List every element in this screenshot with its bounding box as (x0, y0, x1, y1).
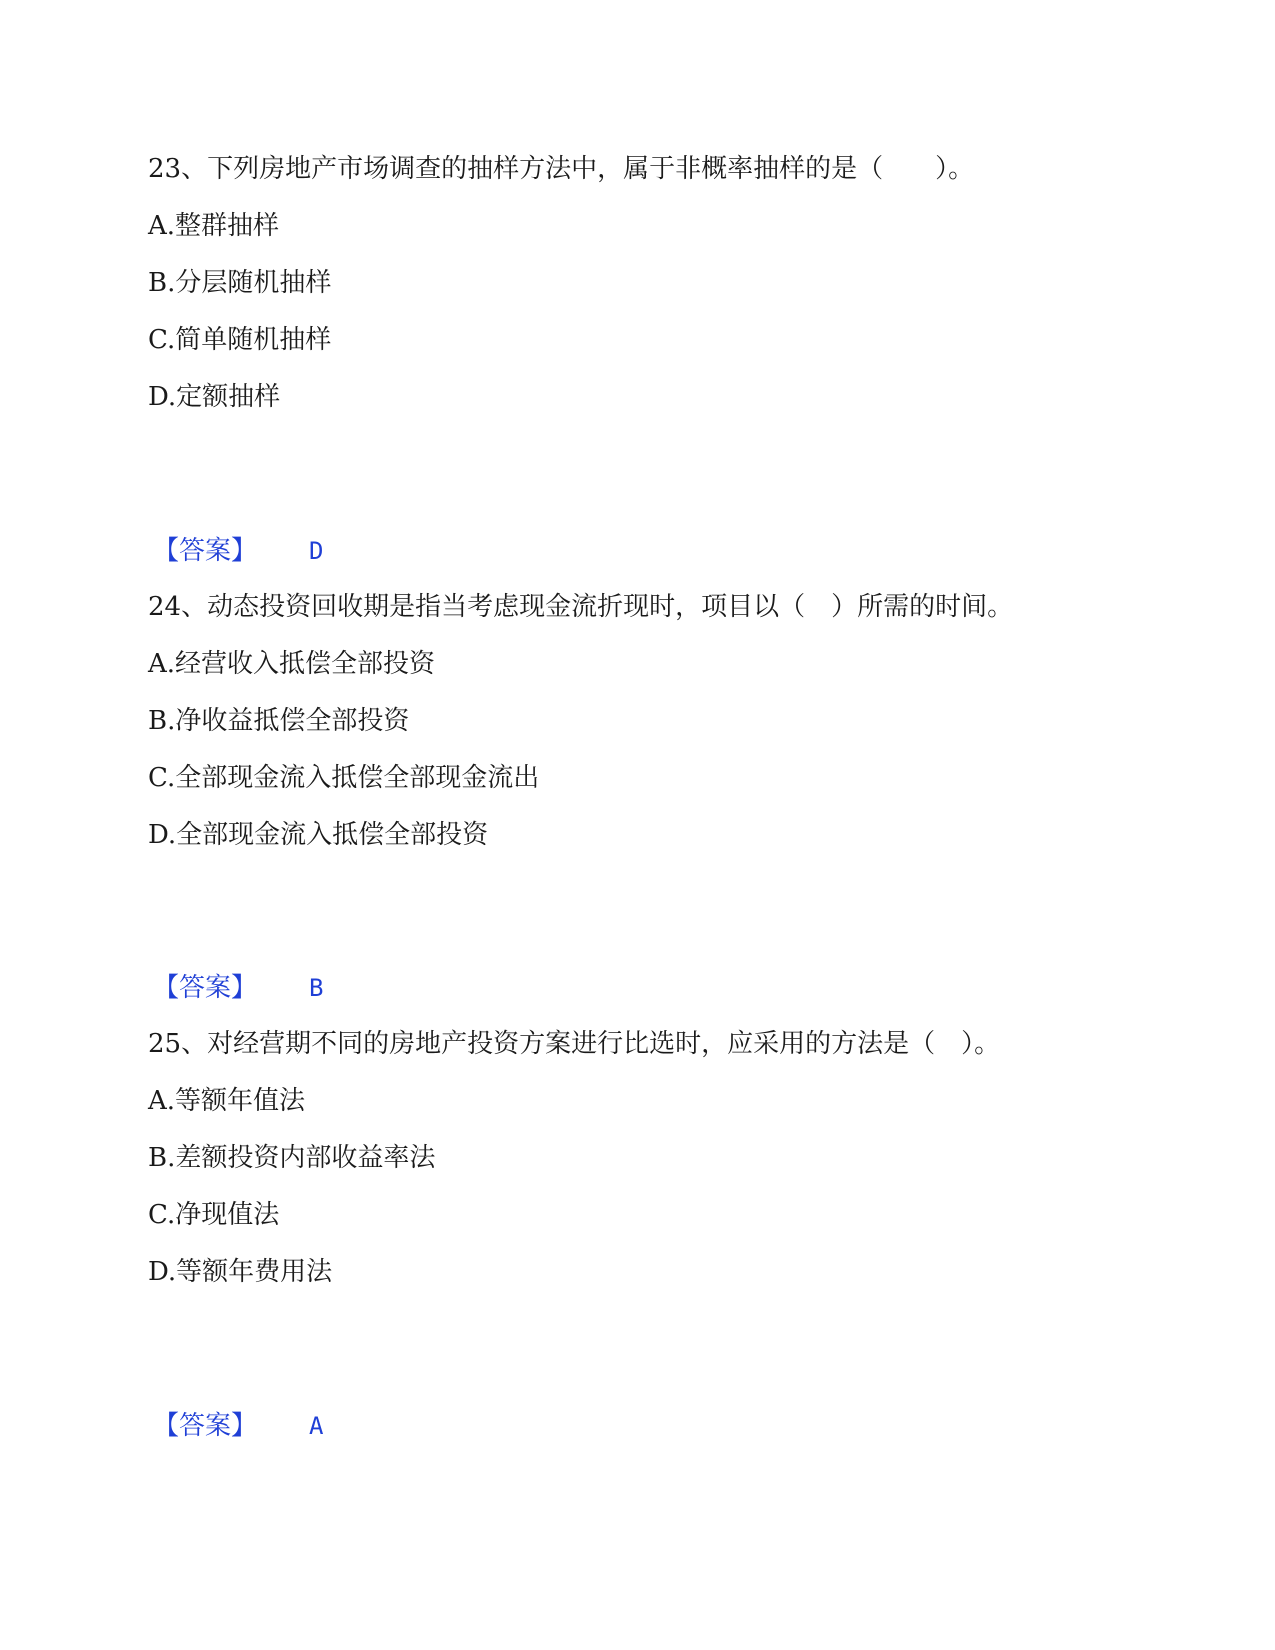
option-a: A.经营收入抵偿全部投资 (148, 649, 436, 679)
answer-label: 【答案】 (153, 1411, 258, 1441)
option-b: B.净收益抵偿全部投资 (148, 706, 410, 736)
answer-label: 【答案】 (153, 536, 258, 566)
question-24 (148, 590, 1208, 875)
option-a: A.整群抽样 (148, 211, 280, 241)
option-c: C.全部现金流入抵偿全部现金流出 (148, 763, 540, 793)
option-c: C.净现值法 (148, 1200, 280, 1230)
answer-24 (153, 971, 323, 1005)
option-c: C.简单随机抽样 (148, 325, 332, 355)
answer-value: B (309, 974, 324, 1002)
option-d: D.定额抽样 (148, 382, 281, 412)
question-25 (148, 1027, 1208, 1312)
answer-value: D (309, 537, 324, 565)
answer-label: 【答案】 (153, 973, 258, 1003)
option-d: D.等额年费用法 (148, 1257, 333, 1287)
option-d: D.全部现金流入抵偿全部投资 (148, 820, 489, 850)
question-stem: 25、对经营期不同的房地产投资方案进行比选时，应采用的方法是（ ）。 (148, 1029, 1001, 1059)
option-b: B.分层随机抽样 (148, 268, 332, 298)
answer-23 (153, 534, 323, 568)
answer-value: A (309, 1412, 324, 1440)
answer-25 (153, 1409, 323, 1443)
option-a: A.等额年值法 (148, 1086, 306, 1116)
option-b: B.差额投资内部收益率法 (148, 1143, 436, 1173)
question-23 (148, 152, 1208, 437)
question-stem: 24、动态投资回收期是指当考虑现金流折现时，项目以（ ）所需的时间。 (148, 592, 1014, 622)
question-stem: 23、下列房地产市场调查的抽样方法中，属于非概率抽样的是（ ）。 (148, 154, 975, 184)
